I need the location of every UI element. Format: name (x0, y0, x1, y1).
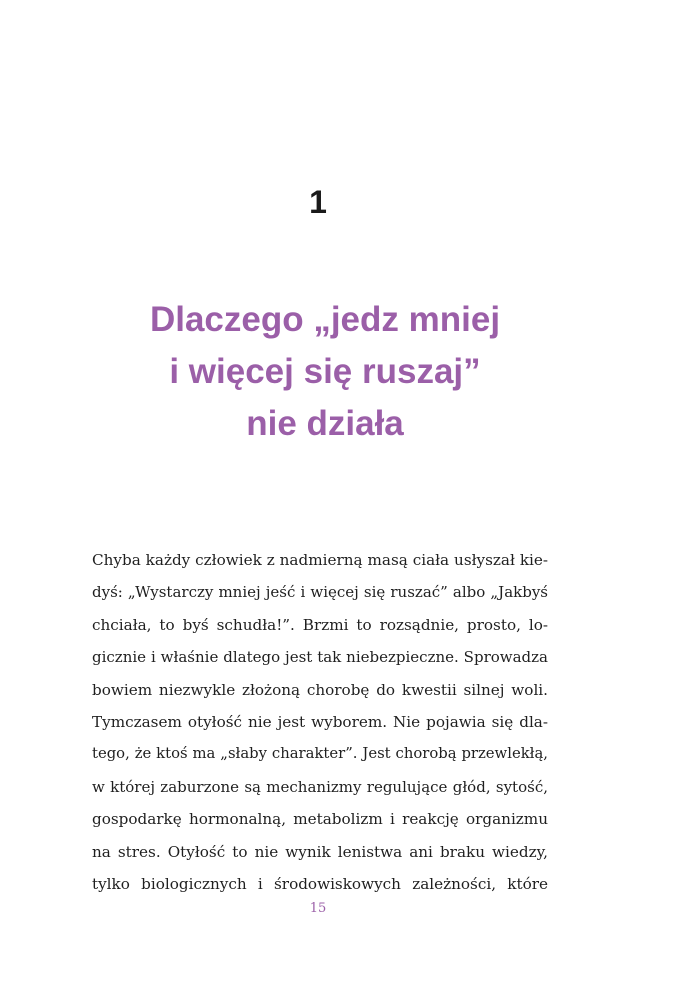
body-line: gospodarkę hormonalną, metabolizm i reakcję organizmu (92, 810, 548, 829)
body-line: chciała, to byś schudła!”. Brzmi to rozsądnie, prosto, lo- (92, 615, 548, 634)
body-line: tego, że ktoś ma „słaby charakter”. Jest chorobą przewlekłą, (92, 745, 548, 763)
chapter-title-line: i więcej się ruszaj” (169, 352, 481, 391)
body-line: Chyba każdy człowiek z nadmierną masą ciała usłyszał kie- (92, 551, 548, 569)
body-line: bowiem niezwykle złożoną chorobę do kwestii silnej woli. (92, 680, 548, 699)
chapter-number: 1 (309, 184, 327, 220)
chapter-title-line: Dlaczego „jedz mniej (149, 300, 501, 339)
body-line: gicznie i właśnie dlatego jest tak niebezpieczne. Sprowadza (92, 648, 548, 667)
body-line: w której zaburzone są mechanizmy regulujące głód, sytość, (92, 777, 548, 796)
body-line: tylko biologicznych i środowiskowych zależności, które (92, 874, 548, 893)
body-line: Tymczasem otyłość nie jest wyborem. Nie pojawia się dla- (92, 712, 548, 731)
body-line: dyś: „Wystarczy mniej jeść i więcej się ruszać” albo „Jakbyś (92, 583, 548, 602)
chapter-title (60, 294, 590, 450)
page-number: 15 (309, 901, 327, 916)
body-line: na stres. Otyłość to nie wynik lenistwa ani braku wiedzy, (92, 842, 548, 861)
body-paragraph (92, 544, 548, 900)
chapter-title-line: nie działa (246, 404, 404, 443)
